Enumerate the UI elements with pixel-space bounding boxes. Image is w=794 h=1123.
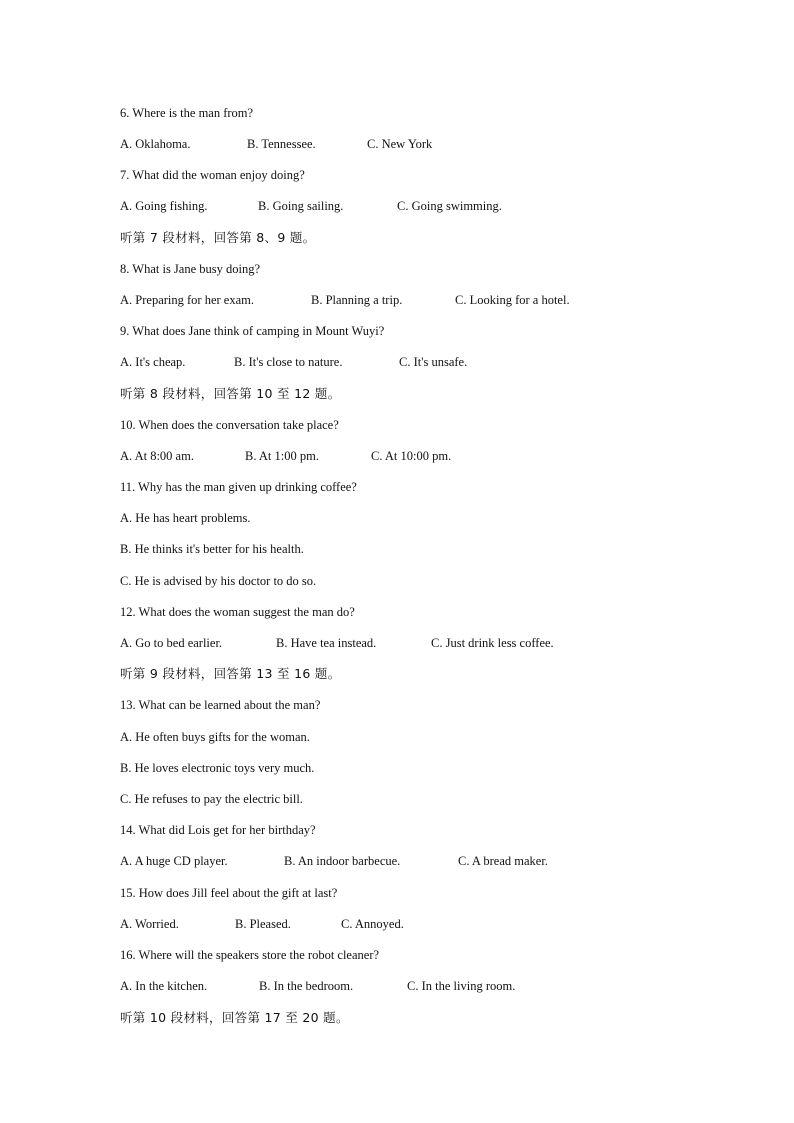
question-7: 7. What did the woman enjoy doing? bbox=[120, 168, 305, 182]
option-a: A. He has heart problems. bbox=[120, 511, 251, 525]
option-c: C. Just drink less coffee. bbox=[431, 636, 554, 650]
option-a: A. Go to bed earlier. bbox=[120, 636, 223, 650]
question-11: 11. Why has the man given up drinking coffee? bbox=[120, 480, 357, 494]
option-c: C. A bread maker. bbox=[458, 854, 548, 868]
option-b: B. An indoor barbecue. bbox=[284, 854, 401, 868]
option-a: A. In the kitchen. bbox=[120, 979, 208, 993]
question-13: 13. What can be learned about the man? bbox=[120, 698, 321, 712]
option-a: A. Preparing for her exam. bbox=[120, 293, 254, 307]
option-c: C. Annoyed. bbox=[341, 917, 404, 931]
option-a: A. At 8:00 am. bbox=[120, 449, 194, 463]
option-b: B. In the bedroom. bbox=[259, 979, 354, 993]
section-heading-7: 听第 7 段材料，回答第 8、9 题。 bbox=[120, 230, 316, 245]
option-b: B. At 1:00 pm. bbox=[245, 449, 319, 463]
option-b: B. Pleased. bbox=[235, 917, 291, 931]
question-16: 16. Where will the speakers store the robot cleaner? bbox=[120, 948, 380, 962]
option-b: B. Have tea instead. bbox=[276, 636, 377, 650]
option-c: C. Looking for a hotel. bbox=[455, 293, 570, 307]
option-c: C. At 10:00 pm. bbox=[371, 449, 452, 463]
option-b: B. Going sailing. bbox=[258, 199, 344, 213]
option-a: A. Going fishing. bbox=[120, 199, 208, 213]
question-12: 12. What does the woman suggest the man do? bbox=[120, 605, 355, 619]
question-8: 8. What is Jane busy doing? bbox=[120, 262, 261, 276]
option-a: A. It's cheap. bbox=[120, 355, 186, 369]
question-14: 14. What did Lois get for her birthday? bbox=[120, 823, 316, 837]
option-b: B. It's close to nature. bbox=[234, 355, 343, 369]
section-heading-9: 听第 9 段材料，回答第 13 至 16 题。 bbox=[120, 666, 341, 681]
option-a: A. He often buys gifts for the woman. bbox=[120, 730, 310, 744]
question-6: 6. Where is the man from? bbox=[120, 106, 254, 120]
option-b: B. He thinks it's better for his health. bbox=[120, 542, 304, 556]
option-c: C. He refuses to pay the electric bill. bbox=[120, 792, 303, 806]
option-c: C. New York bbox=[367, 137, 433, 151]
option-c: C. In the living room. bbox=[407, 979, 516, 993]
question-9: 9. What does Jane think of camping in Mount Wuyi? bbox=[120, 324, 385, 338]
section-heading-10: 听第 10 段材料，回答第 17 至 20 题。 bbox=[120, 1010, 349, 1025]
option-a: A. Oklahoma. bbox=[120, 137, 191, 151]
option-c: C. He is advised by his doctor to do so. bbox=[120, 574, 317, 588]
option-c: C. It's unsafe. bbox=[399, 355, 468, 369]
option-b: B. He loves electronic toys very much. bbox=[120, 761, 315, 775]
option-b: B. Tennessee. bbox=[247, 137, 316, 151]
option-c: C. Going swimming. bbox=[397, 199, 502, 213]
option-b: B. Planning a trip. bbox=[311, 293, 403, 307]
question-10: 10. When does the conversation take place? bbox=[120, 418, 339, 432]
option-a: A. Worried. bbox=[120, 917, 179, 931]
option-a: A. A huge CD player. bbox=[120, 854, 228, 868]
section-heading-8: 听第 8 段材料，回答第 10 至 12 题。 bbox=[120, 386, 341, 401]
question-15: 15. How does Jill feel about the gift at last? bbox=[120, 886, 338, 900]
